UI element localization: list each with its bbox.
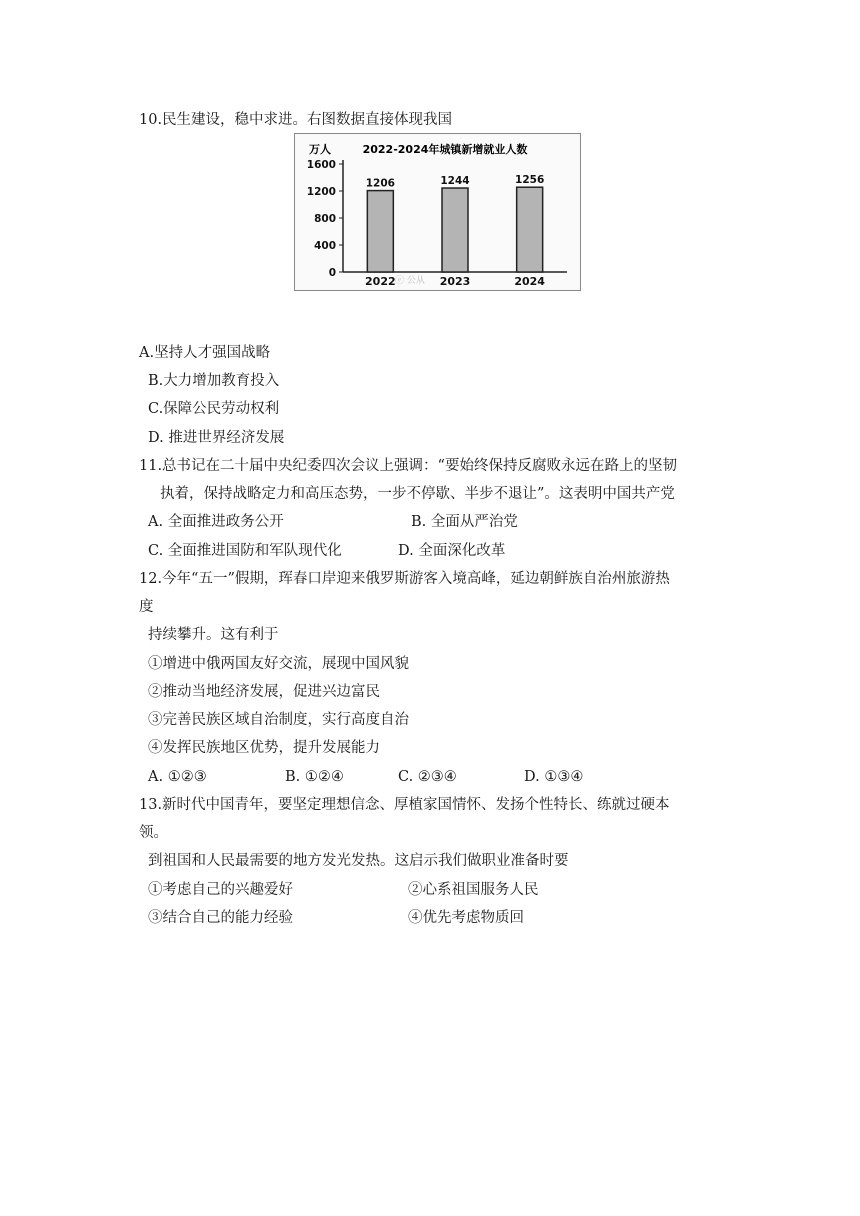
q12-option-c: C. ②③④ [398,769,457,785]
chart-y-tick-label-2: 800 [314,213,336,225]
q12-item-3: ③完善民族区域自治制度，实行高度自治 [148,712,409,728]
chart-svg [295,134,580,290]
chart-value-label-2024: 1256 [515,174,545,187]
chart-value-label-2022: 1206 [365,177,395,190]
q12-option-b: B. ①②④ [285,769,344,785]
q13-item-3: ③结合自己的能力经验 [148,910,293,926]
q10-option-d: D. 推进世界经济发展 [148,430,285,446]
q10-option-a: A.坚持人才强国战略 [139,345,271,361]
q12-item-2: ②推动当地经济发展，促进兴边富民 [148,684,380,700]
q13-item-4: ④优先考虑物质回 [408,910,524,926]
q11-stem-line1: 11.总书记在二十届中央纪委四次会议上强调：“要始终保持反腐败永远在路上的坚韧 [139,458,677,474]
chart-y-tick-label-1: 400 [314,240,336,252]
chart-title: 2022-2024年城镇新增就业人数 [362,143,528,156]
q12-item-1: ①增进中俄两国友好交流，展现中国风貌 [148,656,409,672]
q12-stem-line2: 度 [139,599,154,615]
chart-bar-2022 [367,191,393,272]
employment-bar-chart [294,133,581,291]
q13-stem-line2: 领。 [139,825,168,841]
chart-bar-2024 [517,187,543,272]
q13-stem-line1: 13.新时代中国青年，要坚定理想信念、厚植家国情怀、发扬个性特长、练就过硬本 [139,797,670,813]
chart-y-tick-label-4: 1600 [306,159,336,171]
q11-option-d: D. 全面深化改革 [398,543,506,559]
q12-item-4: ④发挥民族地区优势，提升发展能力 [148,740,380,756]
chart-value-label-2023: 1244 [440,175,470,188]
q13-item-2: ②心系祖国服务人民 [408,882,539,898]
q13-item-1: ①考虑自己的兴趣爱好 [148,882,293,898]
q10-option-c: C.保障公民劳动权利 [148,401,280,417]
q12-stem-line1: 12.今年“五一”假期，珲春口岸迎来俄罗斯游客入境高峰，延边朝鲜族自治州旅游热 [139,571,670,587]
q12-stem-line3: 持续攀升。这有利于 [148,627,279,643]
q11-stem-line2: 执着，保持战略定力和高压态势，一步不停歇、半步不退让”。这表明中国共产党 [160,486,675,502]
q11-option-a: A. 全面推进政务公开 [148,514,284,530]
chart-y-tick-label-0: 0 [328,267,336,279]
q10-stem: 10.民生建设，稳中求进。右图数据直接体现我国 [139,112,453,128]
q11-option-c: C. 全面推进国防和军队现代化 [148,543,342,559]
q13-stem-line3: 到祖国和人民最需要的地方发光发热。这启示我们做职业准备时要 [148,853,569,869]
chart-category-label-2024: 2024 [514,275,545,288]
q11-option-b: B. 全面从严治党 [411,514,518,530]
q10-option-b: B.大力增加教育投入 [148,373,280,389]
chart-category-label-2023: 2023 [439,275,471,288]
q12-option-d: D. ①③④ [524,769,584,785]
chart-category-label-2022: 2022 [365,275,396,288]
chart-y-tick-label-3: 1200 [306,186,336,198]
chart-ylabel: 万人 [309,143,331,156]
q12-option-a: A. ①②③ [148,769,207,785]
svg-text:ⓔ 公从: ⓔ 公从 [395,276,425,286]
chart-bar-2023 [442,188,468,272]
